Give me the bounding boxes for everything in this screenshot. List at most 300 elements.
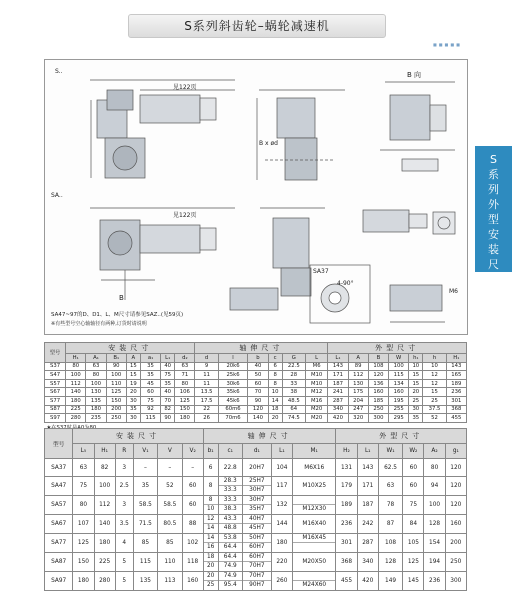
value-cell: 150 [175, 405, 195, 414]
value-cell: 82 [94, 459, 115, 477]
value-cell: 80 [66, 362, 86, 371]
value-cell: 300 [368, 414, 388, 423]
value-cell: 11 [195, 379, 218, 388]
value-cell: 70m6 [218, 414, 248, 423]
value-cell: 194 [424, 553, 445, 572]
page-marker: ■■■■■ [433, 42, 462, 47]
value-cell: 30 [409, 405, 423, 414]
side-tab-char: 寸 [488, 273, 499, 286]
value-cell: 22.8 [218, 459, 242, 477]
value-cell: 160 [368, 388, 388, 397]
value-cell: 25k6 [218, 371, 248, 380]
value-line: 60H7 [243, 553, 271, 562]
value-cell: 70 [161, 396, 175, 405]
side-tab-char: 列 [488, 183, 499, 196]
column-header: H₁ [66, 354, 86, 363]
value-line: 43.3 [219, 515, 242, 524]
column-header: a₁ [140, 354, 160, 363]
column-header: H₁ [446, 354, 466, 363]
value-cell: 60 [182, 477, 203, 496]
column-header: b [248, 354, 268, 363]
dimension-table-sa [44, 428, 467, 591]
value-cell: 144 [271, 515, 292, 534]
value-cell: 94 [424, 477, 445, 496]
column-header: L [305, 354, 327, 363]
value-cell [242, 572, 271, 591]
value-cell: 22.5 [282, 362, 305, 371]
note-hollow-shaft: ※有些型号空心轴轴径有两种,订货时请说明 [51, 321, 147, 327]
table-row [45, 388, 467, 397]
value-line [293, 572, 335, 581]
value-cell: 35 [140, 371, 160, 380]
value-cell: 135 [86, 396, 106, 405]
value-line: 30H7 [249, 487, 265, 493]
value-cell: 74.5 [282, 414, 305, 423]
technical-drawing [44, 59, 468, 335]
value-cell: 180 [86, 405, 106, 414]
value-cell: M10X25 [293, 477, 336, 496]
label-m6: M6 [449, 288, 458, 295]
value-cell: 113 [158, 572, 182, 591]
value-cell [218, 572, 242, 591]
value-line: 74.9 [223, 563, 237, 569]
value-cell: 102 [182, 534, 203, 553]
value-cell: 6 [268, 362, 282, 371]
value-cell: 195 [389, 396, 409, 405]
value-cell: 340 [357, 553, 378, 572]
value-cell: 60 [140, 388, 160, 397]
value-cell: 75 [403, 496, 424, 515]
value-cell: 10 [268, 388, 282, 397]
label-key-ref-2: 见122页 [173, 212, 197, 219]
value-cell: 20 [268, 414, 282, 423]
value-cell: 295 [389, 414, 409, 423]
value-cell: 71.5 [133, 515, 157, 534]
column-header: H₂ [336, 444, 357, 459]
table-row [45, 371, 467, 380]
model-cell: SA67 [45, 515, 73, 534]
column-header: L₁ [271, 444, 292, 459]
value-cell: 20k6 [218, 362, 248, 371]
value-cell: 2.5 [115, 477, 133, 496]
value-line: 16 [206, 544, 215, 550]
value-cell: 17.5 [195, 396, 218, 405]
value-cell: 134 [389, 379, 409, 388]
value-cell: 8 [268, 379, 282, 388]
value-cell: 75 [73, 477, 94, 496]
value-cell: 100 [389, 362, 409, 371]
value-cell: 189 [446, 379, 466, 388]
value-line: 33.3 [219, 496, 242, 505]
model-cell: S67 [45, 388, 66, 397]
column-header: A₁ [86, 354, 106, 363]
value-cell: M20X50 [293, 553, 336, 572]
value-cell: 52 [158, 477, 182, 496]
column-header: c₁ [218, 444, 242, 459]
value-cell: 40 [161, 388, 175, 397]
value-cell [218, 515, 242, 534]
value-cell: 35 [409, 414, 423, 423]
value-cell: 20 [126, 388, 140, 397]
value-cell [293, 534, 336, 553]
value-cell: 250 [368, 405, 388, 414]
value-cell: 15 [126, 362, 140, 371]
value-cell: 15 [409, 371, 423, 380]
value-cell: 90 [161, 414, 175, 423]
column-header: c [268, 354, 282, 363]
value-cell [203, 496, 218, 515]
value-cell: 180 [73, 572, 94, 591]
value-cell: 45k6 [218, 396, 248, 405]
value-cell: 12 [423, 379, 446, 388]
model-cell: S57 [45, 379, 66, 388]
value-cell: 115 [140, 414, 160, 423]
value-cell: 5 [115, 572, 133, 591]
value-cell: 3 [115, 496, 133, 515]
header-install: 安装尺寸 [66, 343, 195, 354]
model-cell: S47 [45, 371, 66, 380]
table-row [45, 405, 467, 414]
value-cell: 225 [94, 553, 115, 572]
table-row [45, 477, 467, 496]
value-line: 14 [206, 525, 215, 531]
value-cell: 128 [424, 515, 445, 534]
column-header: b₁ [203, 444, 218, 459]
value-cell: 179 [336, 477, 357, 496]
value-cell: M20 [305, 414, 327, 423]
value-cell: 89 [348, 362, 368, 371]
note-sa-dims: SA47~97的D、D1、L、M尺寸请参见SAZ..(见59页) [51, 312, 184, 318]
dimension-table-s [44, 342, 467, 431]
value-cell: 287 [328, 396, 348, 405]
value-cell: 149 [378, 572, 402, 591]
table-row [45, 553, 467, 572]
model-cell: S87 [45, 405, 66, 414]
value-line: 20 [206, 563, 215, 569]
value-cell: 8 [268, 371, 282, 380]
value-cell: 63 [378, 477, 402, 496]
column-header: d₁ [242, 444, 271, 459]
value-cell: 200 [106, 405, 126, 414]
table-row [45, 459, 467, 477]
value-cell: 100 [424, 496, 445, 515]
value-cell: 236 [446, 388, 466, 397]
value-cell: 250 [445, 553, 466, 572]
value-cell: 160 [182, 572, 203, 591]
column-header: h₁ [409, 354, 423, 363]
value-cell: 90 [106, 362, 126, 371]
value-cell: 19 [126, 379, 140, 388]
value-cell: 143 [328, 362, 348, 371]
value-cell: 120 [445, 496, 466, 515]
value-cell [218, 553, 242, 572]
value-cell: 30k6 [218, 379, 248, 388]
table-row [45, 572, 467, 591]
value-line: M24X60 [302, 582, 327, 588]
model-cell: SA87 [45, 553, 73, 572]
value-cell: 60 [403, 477, 424, 496]
value-cell: 120 [248, 405, 268, 414]
value-line: 60H7 [249, 544, 265, 550]
value-cell: 301 [446, 396, 466, 405]
value-cell: 117 [271, 477, 292, 496]
side-tab-char: 外 [488, 198, 499, 211]
value-cell: 38 [282, 388, 305, 397]
table-row [45, 534, 467, 553]
value-cell: 150 [73, 553, 94, 572]
value-cell: 143 [446, 362, 466, 371]
value-cell: 25 [423, 396, 446, 405]
column-header: A₂ [424, 444, 445, 459]
value-cell: 420 [328, 414, 348, 423]
column-header: d₂ [175, 354, 195, 363]
value-cell: M10 [305, 379, 327, 388]
value-cell: 11 [195, 371, 218, 380]
value-cell: 60 [403, 459, 424, 477]
column-header: V [158, 444, 182, 459]
value-cell [218, 534, 242, 553]
value-cell: 80 [424, 459, 445, 477]
value-cell: 455 [446, 414, 466, 423]
value-cell: 45 [140, 379, 160, 388]
value-cell: 115 [389, 371, 409, 380]
column-header: H₁ [94, 444, 115, 459]
label-angle: 4-90° [337, 280, 354, 287]
value-cell: 15 [423, 388, 446, 397]
value-cell: 125 [403, 553, 424, 572]
side-tab-char: 尺 [488, 258, 499, 271]
value-cell: 20 [409, 388, 423, 397]
value-cell [203, 515, 218, 534]
value-cell: 287 [357, 534, 378, 553]
value-cell: 242 [357, 515, 378, 534]
value-cell: 145 [403, 572, 424, 591]
value-cell: 171 [328, 371, 348, 380]
value-cell: 9 [195, 362, 218, 371]
value-cell [242, 515, 271, 534]
value-line: 40H7 [243, 515, 271, 524]
table-row [45, 396, 467, 405]
drawing-svg [45, 60, 469, 336]
value-cell: 118 [182, 553, 203, 572]
value-cell: – [133, 459, 157, 477]
value-cell: 120 [445, 477, 466, 496]
value-cell: 420 [357, 572, 378, 591]
value-cell: 3 [115, 459, 133, 477]
value-cell: 225 [66, 405, 86, 414]
value-cell: 143 [357, 459, 378, 477]
value-line: 90H7 [249, 582, 265, 588]
value-line: 30H7 [243, 496, 271, 505]
value-cell: 180 [66, 396, 86, 405]
value-cell [203, 534, 218, 553]
value-cell: 50 [248, 371, 268, 380]
column-header: h [423, 354, 446, 363]
value-cell: 112 [348, 371, 368, 380]
label-b-view: B 向 [407, 71, 422, 79]
value-line: 18 [204, 553, 218, 562]
value-cell: 48.5 [282, 396, 305, 405]
value-line: 64.4 [219, 553, 242, 562]
value-cell: 455 [336, 572, 357, 591]
column-header: l [218, 354, 248, 363]
value-cell: 35 [126, 405, 140, 414]
label-s-series: S.. [55, 68, 63, 75]
value-cell: 368 [446, 405, 466, 414]
header-install: 安装尺寸 [73, 429, 203, 444]
value-cell: 236 [424, 572, 445, 591]
value-cell: 75 [161, 371, 175, 380]
page-title: S系列斜齿轮–蜗轮减速机 [128, 14, 386, 38]
column-header: M₁ [293, 444, 336, 459]
value-line: 10 [206, 506, 215, 512]
value-cell: 250 [106, 414, 126, 423]
value-cell: 80.5 [158, 515, 182, 534]
header-shaft: 轴伸尺寸 [203, 429, 336, 444]
header-outline: 外型尺寸 [328, 343, 467, 354]
value-cell: 220 [271, 553, 292, 572]
value-cell: 280 [94, 572, 115, 591]
value-line: 14 [204, 534, 218, 543]
value-cell: 82 [161, 405, 175, 414]
value-cell: 80 [175, 379, 195, 388]
table-row [45, 414, 467, 423]
value-cell: 301 [336, 534, 357, 553]
value-cell: 125 [175, 396, 195, 405]
value-cell: 320 [348, 414, 368, 423]
header-model: 型号 [45, 429, 73, 459]
model-cell: SA97 [45, 572, 73, 591]
value-cell: 255 [389, 405, 409, 414]
value-cell: 58.5 [133, 496, 157, 515]
value-cell: 150 [106, 396, 126, 405]
value-cell [293, 572, 336, 591]
value-cell: 235 [86, 414, 106, 423]
value-cell: 63 [86, 362, 106, 371]
column-header: A [126, 354, 140, 363]
value-cell: 160 [389, 388, 409, 397]
value-cell: 236 [336, 515, 357, 534]
value-cell: 88 [182, 515, 203, 534]
table-row [45, 362, 467, 371]
value-cell: 71 [175, 371, 195, 380]
value-cell: 22 [195, 405, 218, 414]
value-cell: 60m6 [218, 405, 248, 414]
value-line: 95.4 [223, 582, 237, 588]
value-cell: 110 [158, 553, 182, 572]
value-cell: – [158, 459, 182, 477]
value-cell: 128 [378, 553, 402, 572]
value-line: 33.3 [223, 487, 237, 493]
value-line: 70H7 [249, 563, 265, 569]
header-shaft: 轴伸尺寸 [195, 343, 328, 354]
value-line: 70H7 [243, 572, 271, 581]
label-b-arrow: B [119, 294, 124, 302]
value-cell: 10 [409, 362, 423, 371]
value-cell: 185 [368, 396, 388, 405]
value-cell: 62.5 [378, 459, 402, 477]
value-cell: M12 [305, 388, 327, 397]
value-cell: 63 [73, 459, 94, 477]
value-cell: 84 [403, 515, 424, 534]
value-cell [203, 572, 218, 591]
value-cell: 10 [423, 362, 446, 371]
value-cell: 280 [66, 414, 86, 423]
value-line [293, 496, 335, 505]
value-cell: 3.5 [115, 515, 133, 534]
value-cell: 30 [126, 414, 140, 423]
value-cell: 14 [268, 396, 282, 405]
value-cell: 140 [66, 388, 86, 397]
column-header: L₁ [328, 354, 348, 363]
value-cell: – [182, 459, 203, 477]
value-line: 28.3 [219, 477, 242, 486]
value-cell: 25 [409, 396, 423, 405]
value-cell: 100 [66, 371, 86, 380]
value-cell: 100 [94, 477, 115, 496]
value-line: 50H7 [243, 534, 271, 543]
value-cell: 106 [175, 388, 195, 397]
value-cell: 120 [445, 459, 466, 477]
value-cell: 52 [423, 414, 446, 423]
value-cell: 80 [73, 496, 94, 515]
value-line: 38.3 [223, 506, 237, 512]
column-header: B [368, 354, 388, 363]
value-cell: M16X40 [293, 515, 336, 534]
value-cell: M16 [305, 396, 327, 405]
value-cell: 87 [378, 515, 402, 534]
value-cell: 35 [161, 379, 175, 388]
column-header: g₁ [445, 444, 466, 459]
header-model: 型号 [45, 343, 66, 363]
model-cell: S37 [45, 362, 66, 371]
value-cell: 85 [158, 534, 182, 553]
value-cell: 130 [348, 379, 368, 388]
value-line: 53.8 [219, 534, 242, 543]
value-cell [293, 496, 336, 515]
value-cell: 110 [106, 379, 126, 388]
value-cell: 132 [271, 496, 292, 515]
value-cell: M6X16 [293, 459, 336, 477]
value-cell: 18 [268, 405, 282, 414]
label-bolt: B x ød [259, 140, 278, 147]
value-cell: 40 [161, 362, 175, 371]
value-cell: 100 [106, 371, 126, 380]
value-cell: 30 [126, 396, 140, 405]
column-header: W₂ [403, 444, 424, 459]
section-side-tab[interactable] [475, 146, 512, 286]
value-cell: 300 [445, 572, 466, 591]
value-cell: 180 [94, 534, 115, 553]
value-cell: 35 [133, 477, 157, 496]
value-cell: 189 [336, 496, 357, 515]
value-cell: 154 [424, 534, 445, 553]
column-header: G [282, 354, 305, 363]
value-cell: 6 [203, 459, 218, 477]
model-cell: S77 [45, 396, 66, 405]
value-cell: 108 [378, 534, 402, 553]
value-cell: 115 [133, 553, 157, 572]
model-cell: S97 [45, 414, 66, 423]
value-cell: 187 [328, 379, 348, 388]
side-tab-char: 装 [488, 243, 499, 256]
column-header: d [195, 354, 218, 363]
value-line: 74.9 [219, 572, 242, 581]
column-header: W₁ [378, 444, 402, 459]
value-cell: 135 [133, 572, 157, 591]
header-outline: 外型尺寸 [336, 429, 467, 444]
value-cell [218, 477, 242, 496]
